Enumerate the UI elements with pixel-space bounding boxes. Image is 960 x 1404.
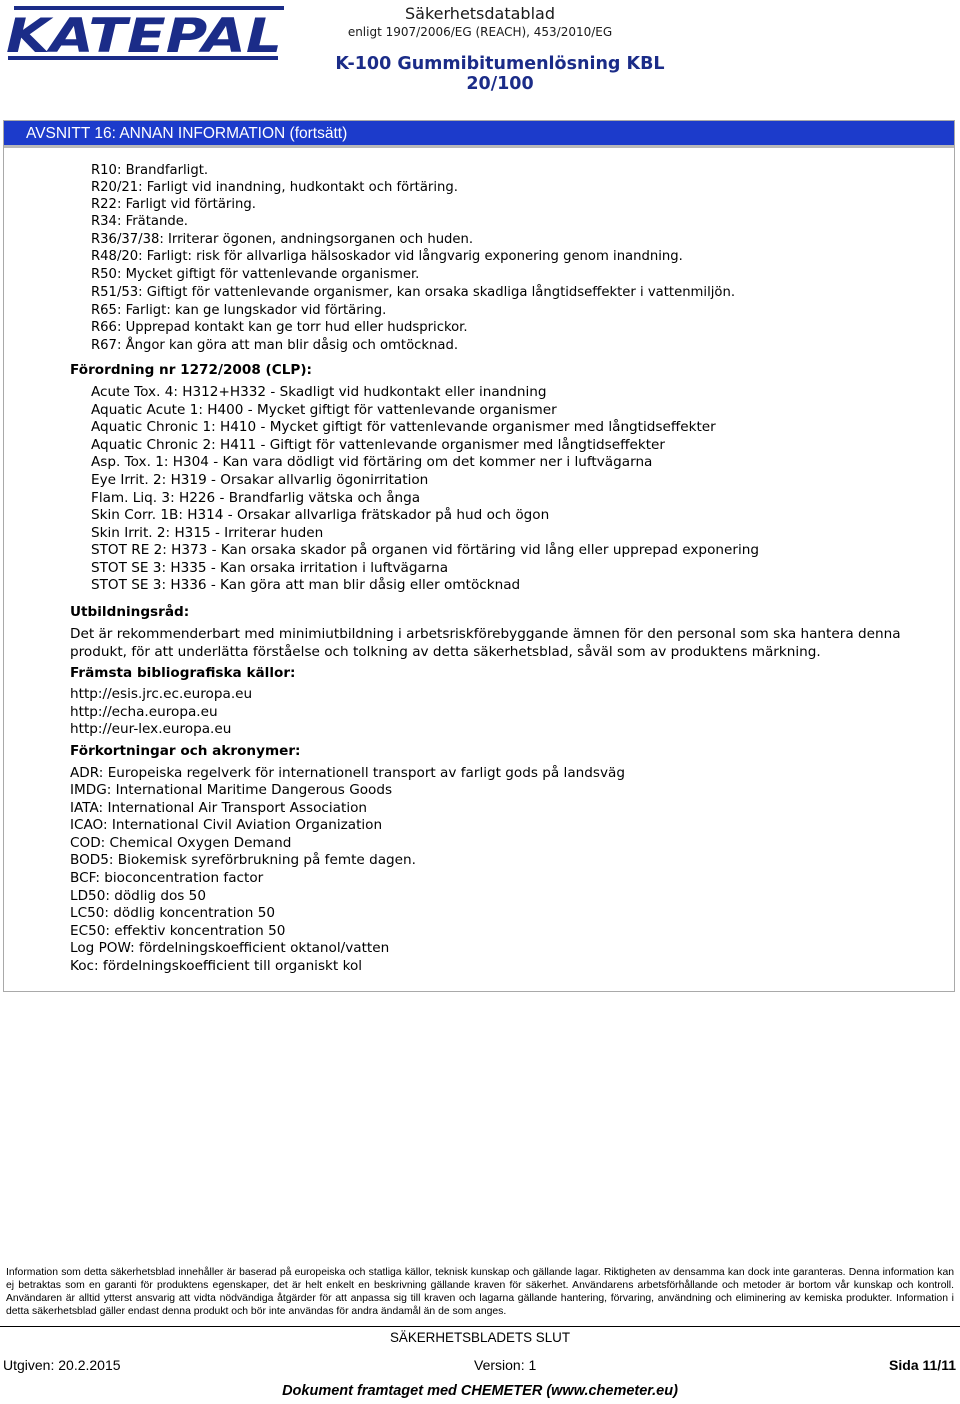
r-phrase: R51/53: Giftigt för vattenlevande organismer, kan orsaka skadliga långtidseffekter i vattenmiljön. [91,285,736,300]
abbreviation-item: IMDG: International Maritime Dangerous Goods [70,782,393,798]
abbreviation-item: IATA: International Air Transport Association [70,800,368,816]
abbreviation-item: BCF: bioconcentration factor [70,870,264,886]
h-phrase: STOT RE 2: H373 - Kan orsaka skador på organen vid förtäring vid lång eller upprepad exponering [91,542,759,558]
training-text: Det är rekommenderbart med minimiutbildning i arbetsriskförebyggande ämnen för den personal som ska hantera denna produkt, för att underlätta förståelse och tolkning av detta säkerhetsblad, såväl som av produktens märkning. [70,626,901,660]
r-phrase: R65: Farligt: kan ge lungskador vid förtäring. [91,303,387,318]
abbreviation-item: ICAO: International Civil Aviation Organization [70,817,383,833]
version-number: Version: 1 [474,1357,537,1373]
h-phrase: Aquatic Acute 1: H400 - Mycket giftigt för vattenlevande organismer [91,402,557,418]
end-of-sheet: SÄKERHETSBLADETS SLUT [389,1330,571,1345]
abbreviation-item: ADR: Europeiska regelverk för internationell transport av farligt gods på landsväg [70,765,625,781]
r-phrase: R50: Mycket giftigt för vattenlevande organismer. [91,267,420,282]
abbreviation-item: EC50: effektiv koncentration 50 [70,923,286,939]
h-phrase: Acute Tox. 4: H312+H332 - Skadligt vid hudkontakt eller inandning [91,384,547,400]
r-phrase: R66: Upprepad kontakt kan ge torr hud eller hudsprickor. [91,320,468,335]
r-phrase: R22: Farligt vid förtäring. [91,197,256,212]
katepal-logo [4,4,286,70]
h-phrase: Skin Corr. 1B: H314 - Orsakar allvarliga frätskador på hud och ögon [91,507,550,523]
regulation-reference: enligt 1907/2006/EG (REACH), 453/2010/EG [347,25,613,39]
source-link[interactable]: http://echa.europa.eu [70,704,218,720]
h-phrase: Skin Irrit. 2: H315 - Irriterar huden [91,525,324,541]
clp-label: Förordning nr 1272/2008 (CLP): [70,362,312,378]
r-phrase: R48/20: Farligt: risk för allvarliga hälsoskador vid långvarig exponering genom inandning. [91,249,683,264]
source-link[interactable]: http://eur-lex.europa.eu [70,721,232,737]
h-phrase: Eye Irrit. 2: H319 - Orsakar allvarlig ögonirritation [91,472,429,488]
abbreviation-item: LC50: dödlig koncentration 50 [70,905,276,921]
abbreviation-item: Koc: fördelningskoefficient till organiskt kol [70,958,363,974]
h-phrase: Aquatic Chronic 1: H410 - Mycket giftigt för vattenlevande organismer med långtidseffekter [91,419,716,435]
h-phrase: STOT SE 3: H336 - Kan göra att man blir dåsig eller omtöcknad [91,577,521,593]
abbreviation-item: LD50: dödlig dos 50 [70,888,206,904]
abbreviation-item: COD: Chemical Oxygen Demand [70,835,292,851]
r-phrase: R67: Ångor kan göra att man blir dåsig och omtöcknad. [91,338,459,353]
disclaimer-text: Information som detta säkerhetsblad innehåller är baserad på europeiska och statliga källor, teknisk kunskap och gällande lagar. Riktigheten av densamma kan dock inte garanteras. Denna information kan ej betraktas som en garanti för produktens egenskaper, det är helt enkelt en beskrivning gällande kraven för säkerhet. Användarens arbetsförhållande och metoder är bortom vår kunskap och kontroll. Användaren är alltid ytterst ansvarig att vidta nödvändiga åtgärder för att anpassa sig till kraven och lagarna gällande hantering, förvaring, användning och eliminering av kemiska produkter. Information i detta säkerhetsblad gäller endast denna produkt och bör inte användas för andra ändamål än de som anges. [6,1267,954,1317]
product-name: K-100 Gummibitumenlösning KBL 20/100 [335,54,665,94]
h-phrase: STOT SE 3: H335 - Kan orsaka irritation i luftvägarna [91,560,449,576]
abbreviation-item: Log POW: fördelningskoefficient oktanol/vatten [70,940,390,956]
issue-date: Utgiven: 20.2.2015 [3,1357,121,1373]
page-number: Sida 11/11 [889,1357,956,1373]
r-phrase: R34: Frätande. [91,214,188,229]
logo-text: KATEPAL [6,9,282,64]
source-link[interactable]: http://esis.jrc.ec.europa.eu [70,686,253,702]
producer-credit: Dokument framtaget med CHEMETER (www.chemeter.eu) [282,1383,678,1399]
sources-label: Främsta bibliografiska källor: [70,665,296,681]
footer-divider [0,1326,960,1327]
abbreviations-label: Förkortningar och akronymer: [70,743,301,759]
section-title: AVSNITT 16: ANNAN INFORMATION (fortsätt) [4,121,954,148]
r-phrase: R36/37/38: Irriterar ögonen, andningsorganen och huden. [91,232,474,247]
document-title: Säkerhetsdatablad [405,4,555,23]
h-phrase: Asp. Tox. 1: H304 - Kan vara dödligt vid förtäring om det kommer ner i luftvägarna [91,454,653,470]
r-phrase: R10: Brandfarligt. [91,163,209,178]
abbreviation-item: BOD5: Biokemisk syreförbrukning på femte dagen. [70,852,416,868]
h-phrase: Flam. Liq. 3: H226 - Brandfarlig vätska och ånga [91,490,421,506]
training-label: Utbildningsråd: [70,604,190,620]
h-phrase: Aquatic Chronic 2: H411 - Giftigt för vattenlevande organismer med långtidseffekter [91,437,666,453]
r-phrase: R20/21: Farligt vid inandning, hudkontakt och förtäring. [91,180,458,195]
